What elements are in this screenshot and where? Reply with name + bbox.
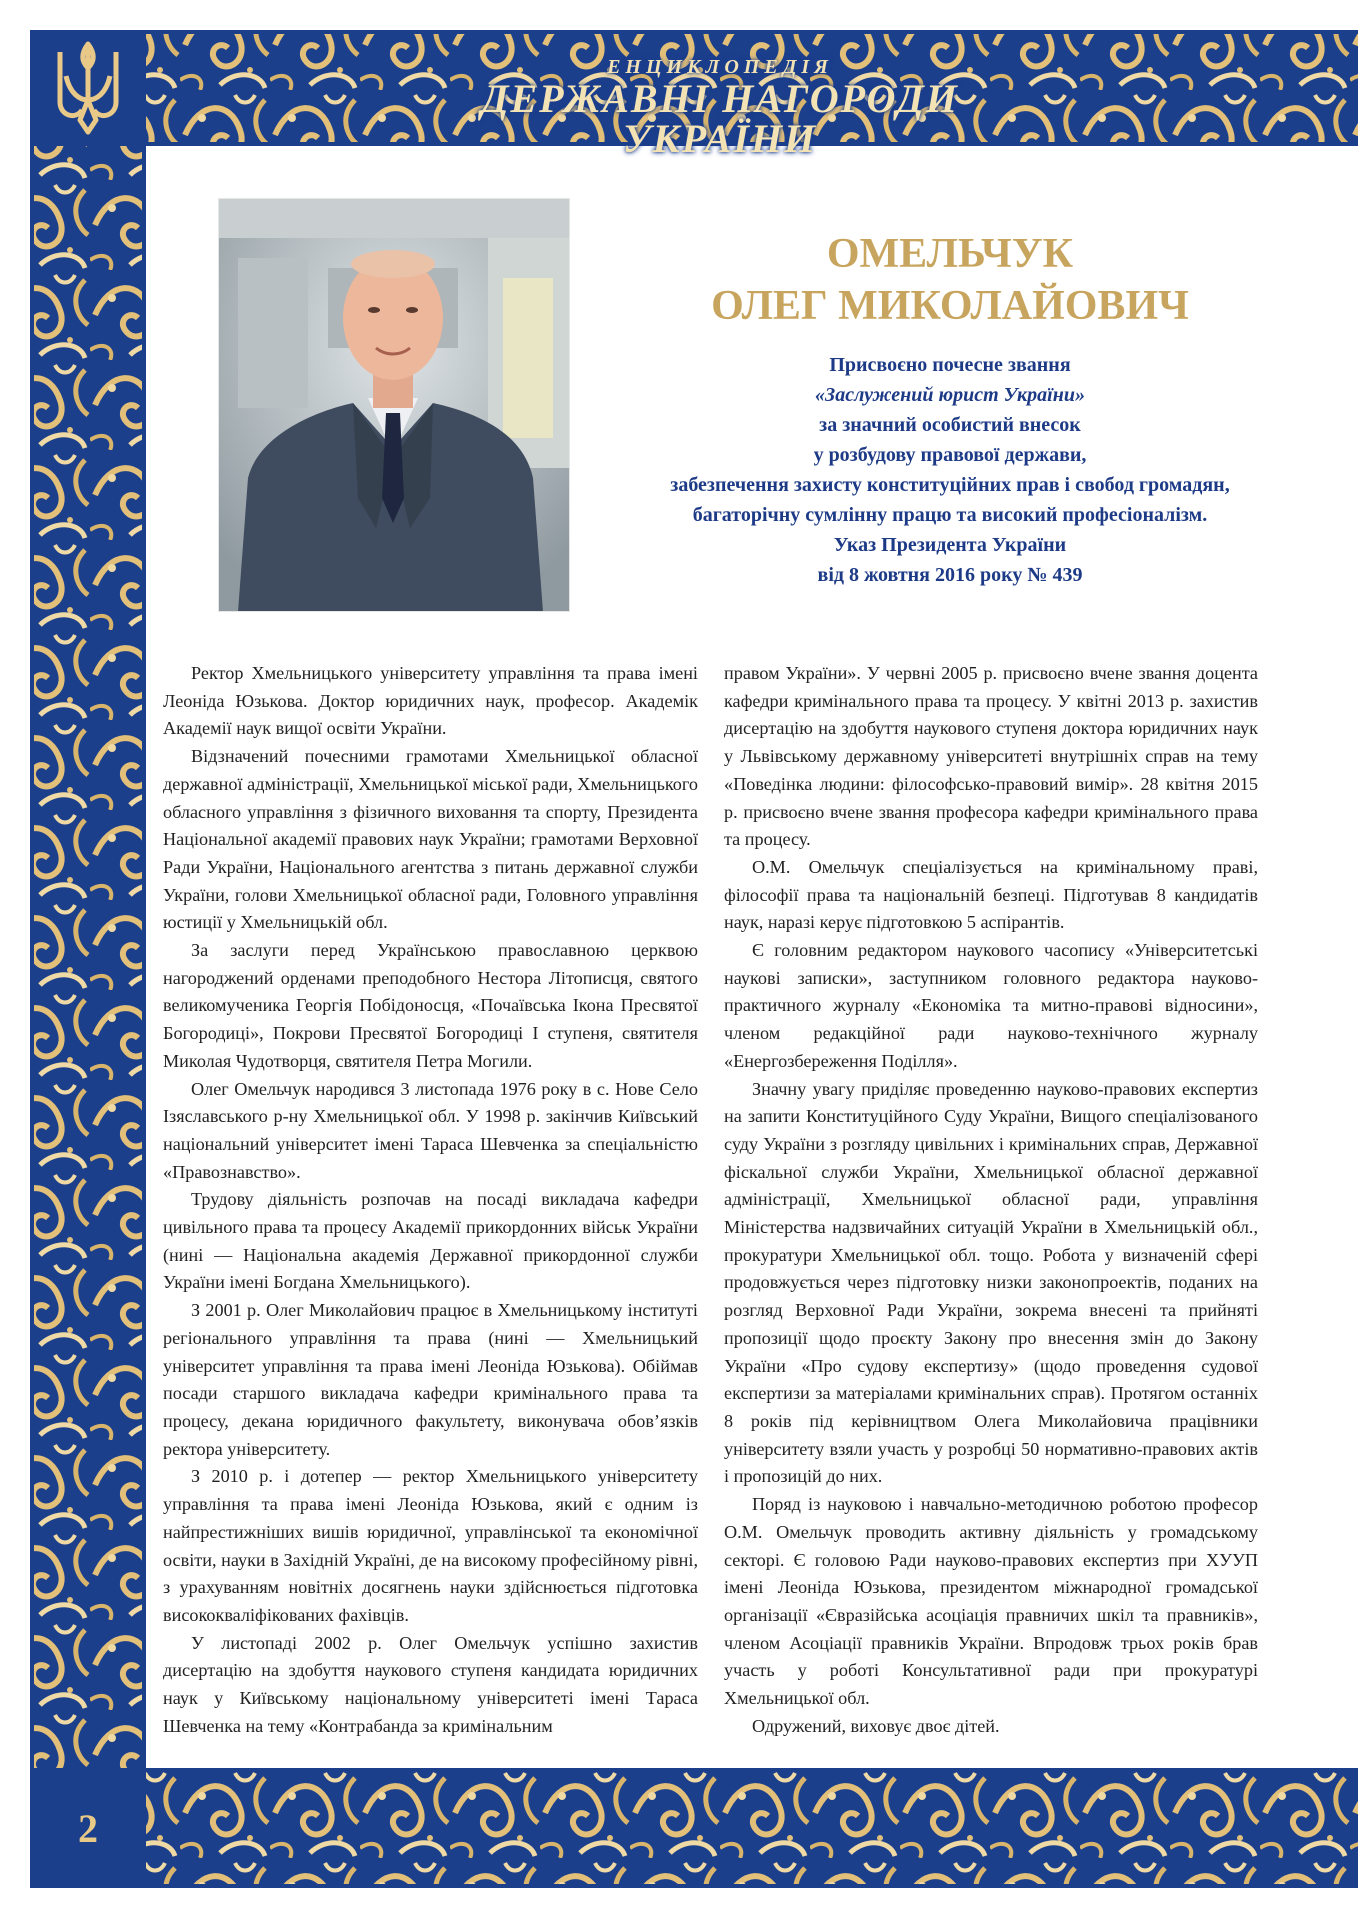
masthead-line-1: ЕНЦИКЛОПЕДІЯ: [607, 56, 833, 78]
bio-paragraph: Ректор Хмельницького університету управління та права імені Леоніда Юзькова. Доктор юридичних наук, професор. Академік Академії наук вищої освіти України.: [163, 663, 698, 739]
bio-paragraph: З 2010 р. і дотепер — ректор Хмельницького університету управління та права імені Леоніда Юзькова, який є одним із найпрестижніших вишів юридичної, управлінської та економічної освіти, науки в Західній Україні, де на високому професійному рівні, з урахуванням новітніх досягнень науки здійснюється підготовка висококваліфікованих фахівців.: [163, 1466, 698, 1625]
ornamental-bottom-border: [0, 1768, 1358, 1920]
bio-paragraph: Значну увагу приділяє проведенню науково-правових експертиз на запити Конституційного Суду України, Вищого спеціалізованого суду України з розгляду цивільних і кримінальних справ, Державної фіскальної служби України, Хмельницької обласної державної адміністрації, Хмельницької обласної ради, управління Міністерства надзвичайних ситуацій України в Хмельницькій обл., прокуратури Хмельницької обл. тощо. Робота у визначеній сфері продовжується через підготовку низки законопроектів, поданих на розгляд Верховної Ради України, зокрема внесені та прийняті пропозиції щодо проєкту Закону про внесення змін до Закону України «Про судову експертизу» (щодо проведення судової експертизи за матеріалами кримінальних справ). Протягом останніх 8 років під керівництвом Олега Миколайовича працівники університету взяли участь у розробці 50 нормативно-правових актів і пропозицій до них.: [724, 1078, 1258, 1487]
bio-paragraph: Трудову діяльність розпочав на посаді викладача кафедри цивільного права та процесу Академії прикордонних військ України (нині — Національна академія Державної прикордонної служби України імені Богдана Хмельницького).: [163, 1189, 698, 1293]
decree-date-line: від 8 жовтня 2016 року № 439: [817, 564, 1083, 586]
biography-left-column: [163, 660, 698, 1740]
award-title-line: «Заслужений юрист України»: [815, 384, 1085, 406]
award-citation: [620, 350, 1280, 590]
person-surname: ОМЕЛЬЧУК: [826, 231, 1074, 277]
page-number-box: [30, 1768, 146, 1888]
coat-of-arms: [30, 30, 146, 146]
person-name: [700, 228, 1200, 332]
bio-paragraph: Одружений, виховує двоє дітей.: [752, 1715, 1000, 1736]
award-line: за значний особистий внесок: [819, 414, 1081, 436]
bio-paragraph: О.М. Омельчук спеціалізується на кримінальному праві, філософії права та національній безпеці. Підготував 8 кандидатів наук, наразі керує підготовкою 5 аспірантів.: [724, 856, 1258, 933]
masthead-line-3: УКРАЇНИ: [622, 116, 818, 161]
bio-paragraph: За заслуги перед Українською православною церквою нагороджений орденами преподобного Нестора Літописця, святого великомученика Георгія Побідоносця, «Почаївська Ікона Пресвятої Богородиці», Покрови Пресвятої Богородиці І ступеня, святителя Миколая Чудотворця, святителя Петра Могили.: [163, 940, 698, 1071]
page-number: 2: [78, 1805, 98, 1851]
award-line: багаторічну сумлінну працю та високий професіоналізм.: [692, 504, 1208, 526]
bio-paragraph: Поряд із науковою і навчально-методичною роботою професор О.М. Омельчук проводить активну діяльність у громадському секторі. Є головою Ради науково-правових експертиз при ХУУП імені Леоніда Юзькова, президентом міжнародної громадської організації «Євразійська асоціація правничих шкіл та правників», членом Асоціації правників України. Впродовж трьох років брав участь у роботі Консультативної ради при прокуратурі Хмельницької обл.: [724, 1494, 1258, 1709]
trident-icon: [30, 30, 146, 146]
award-line: у розбудову правової держави,: [813, 444, 1087, 466]
bio-paragraph: Є головним редактором наукового часопису «Університетські наукові записки», заступником головного редактора науково-практичного журналу «Економіка та митно-правові відносини», членом редакційної ради науково-технічного журналу «Енергозбереження Поділля».: [724, 940, 1258, 1071]
decree-line: Указ Президента України: [833, 534, 1067, 556]
masthead-line-2: ДЕРЖАВНІ НАГОРОДИ: [481, 76, 959, 121]
ornamental-left-border: [0, 0, 146, 1920]
award-line: Присвоєно почесне звання: [829, 354, 1071, 376]
encyclopedia-masthead: [470, 55, 970, 159]
portrait-photo: [218, 198, 570, 612]
bio-paragraph: Відзначений почесними грамотами Хмельницької обласної державної адміністрації, Хмельницької міської ради, Хмельницького обласного управління з фізичного виховання та спорту, Президента Національної академії правових наук України; грамотами Верховної Ради України, Національного агентства з питань державної служби України, голови Хмельницької обласної ради, Головного управління юстиції у Хмельницькій обл.: [163, 746, 698, 933]
bio-paragraph: У листопаді 2002 р. Олег Омельчук успішно захистив дисертацію на здобуття наукового ступеня кандидата юридичних наук у Київському національному університеті імені Тараса Шевченка на тему «Контрабанда за кримінальним: [163, 1632, 698, 1736]
biography-right-column: [724, 660, 1258, 1740]
bio-paragraph: Олег Омельчук народився 3 листопада 1976 року в с. Нове Село Ізяславського р-ну Хмельницької обл. У 1998 р. закінчив Київський національний університет імені Тараса Шевченка за спеціальністю «Правознавство».: [163, 1078, 698, 1182]
person-given-names: ОЛЕГ МИКОЛАЙОВИЧ: [711, 283, 1189, 329]
bio-paragraph: правом України». У червні 2005 р. присвоєно вчене звання доцента кафедри кримінального права та процесу. У квітні 2013 р. захистив дисертацію на здобуття наукового ступеня доктора юридичних наук у Львівському державному університеті внутрішніх справ на тему «Поведінка людини: філософсько-правовий вимір». 28 квітня 2015 р. присвоєно вчене звання професора кафедри кримінального права та процесу.: [724, 663, 1258, 850]
award-line: забезпечення захисту конституційних прав і свобод громадян,: [670, 474, 1230, 496]
bio-paragraph: З 2001 р. Олег Миколайович працює в Хмельницькому інституті регіонального управління та права (нині — Хмельницький університет управління та права імені Леоніда Юзькова). Обіймав посади старшого викладача кафедри кримінального права та процесу, декана юридичного факультету, виконувача обов’язків ректора університету.: [163, 1300, 698, 1459]
